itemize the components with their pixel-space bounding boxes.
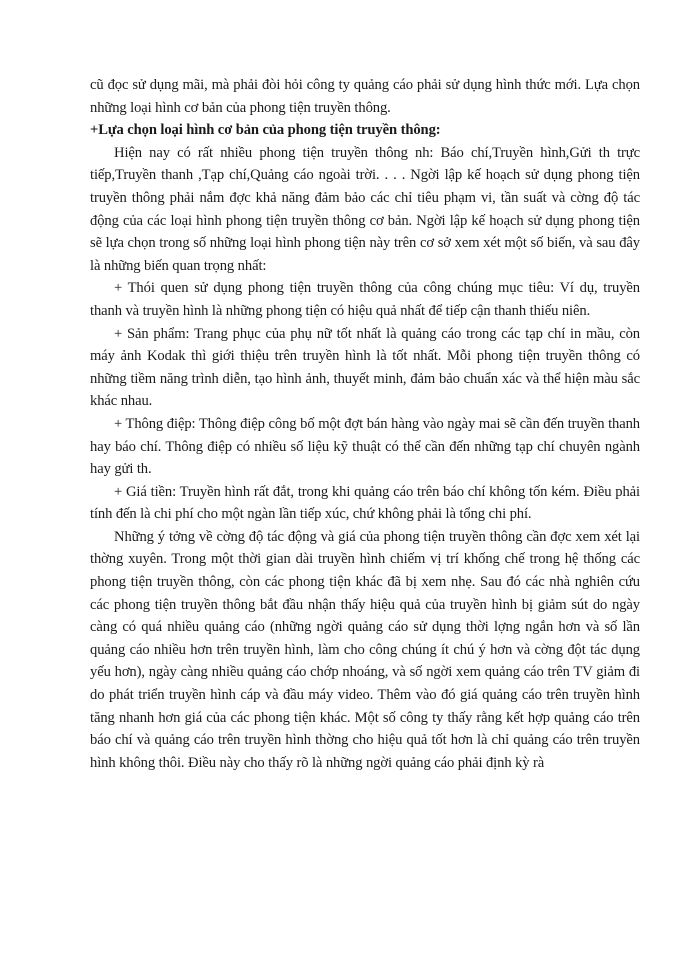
paragraph-media-review: Những ý tởng về cờng độ tác động và giá của phong tiện truyền thông cần đợc xem xét lại thờng xuyên. Trong một thời gian dài truyền hình chiếm vị trí khống chế trong hệ thống các phong tiện truyền thông, còn các phong tiện khác đã bị xem nhẹ. Sau đó các nhà nghiên cứu các phong tiện truyền thông bắt đầu nhận thấy hiệu quả của truyền hình bị giảm sút do ngày càng có quá nhiều quảng cáo (những ngời quảng cáo sử dụng thời lợng ngắn hơn và số lần quảng cáo nhiều hơn trên truyền hình, làm cho công chúng ít chú ý hơn và cờng đột tác dụng yếu hơn), ngày càng nhiều quảng cáo chớp nhoáng, và số ngời xem quảng cáo trên TV giảm đi do phát triển truyền hình cáp và đầu máy video. Thêm vào đó giá quảng cáo trên truyền hình tăng nhanh hơn giá của các phong tiện khác. Một số công ty thấy rằng kết hợp quảng cáo trên báo chí và quảng cáo trên truyền hình thờng cho hiệu quả tốt hơn là chỉ quảng cáo trên truyền hình không thôi. Điều này cho thấy rõ là những ngời quảng cáo phải định kỳ rà [90, 528, 640, 771]
section-heading: +Lựa chọn loại hình cơ bản của phong tiện truyền thông: [90, 122, 441, 139]
paragraph-product: + Sản phẩm: Trang phục của phụ nữ tốt nhất là quảng cáo trong các tạp chí in mầu, còn máy ảnh Kodak thì giới thiệu trên truyền hình là tốt nhất. Mỗi phong tiện truyền thông có những tiềm năng trình diễn, tạo hình ảnh, thuyết minh, đảm bảo chuẩn xác và thể hiện màu sắc khác nhau. [90, 325, 640, 410]
paragraph-intro: Hiện nay có rất nhiều phong tiện truyền thông nh: Báo chí,Truyền hình,Gửi th trực tiếp,Truyền thanh ,Tạp chí,Quảng cáo ngoài trời. . . . Ngời lập kế hoạch sử dụng phong tiện truyền thông phải nắm đợc khả năng đảm bảo các chỉ tiêu phạm vi, tần suất và cờng độ tác động của các loại hình phong tiện truyền thông cơ bản. Ngời lập kế hoạch sử dụng phong tiện sẽ lựa chọn trong số những loại hình phong tiện này trên cơ sở xem xét một số biến, và sau đây là những biến quan trọng nhất: [90, 144, 640, 274]
paragraph-continuation: cũ đọc sử dụng mãi, mà phải đòi hỏi công ty quảng cáo phải sử dụng hình thức mới. Lựa chọn những loại hình cơ bản của phong tiện truyền thông. [90, 77, 640, 116]
paragraph-message: + Thông điệp: Thông điệp công bố một đợt bán hàng vào ngày mai sẽ cần đến truyền thanh hay báo chí. Thông điệp có nhiều số liệu kỹ thuật có thể cần đến những tạp chí chuyên ngành hay gửi th. [90, 415, 640, 478]
body-text [90, 74, 640, 774]
paragraph-audience-habits: + Thói quen sử dụng phong tiện truyền thông của công chúng mục tiêu: Ví dụ, truyền thanh và truyền hình là những phong tiện có hiệu quả nhất để tiếp cận thanh thiếu niên. [90, 280, 640, 319]
paragraph-cost: + Giá tiền: Truyền hình rất đắt, trong khi quảng cáo trên báo chí không tốn kém. Điều phải tính đến là chi phí cho một ngàn lần tiếp xúc, chứ không phải là tổng chi phí. [90, 483, 640, 523]
